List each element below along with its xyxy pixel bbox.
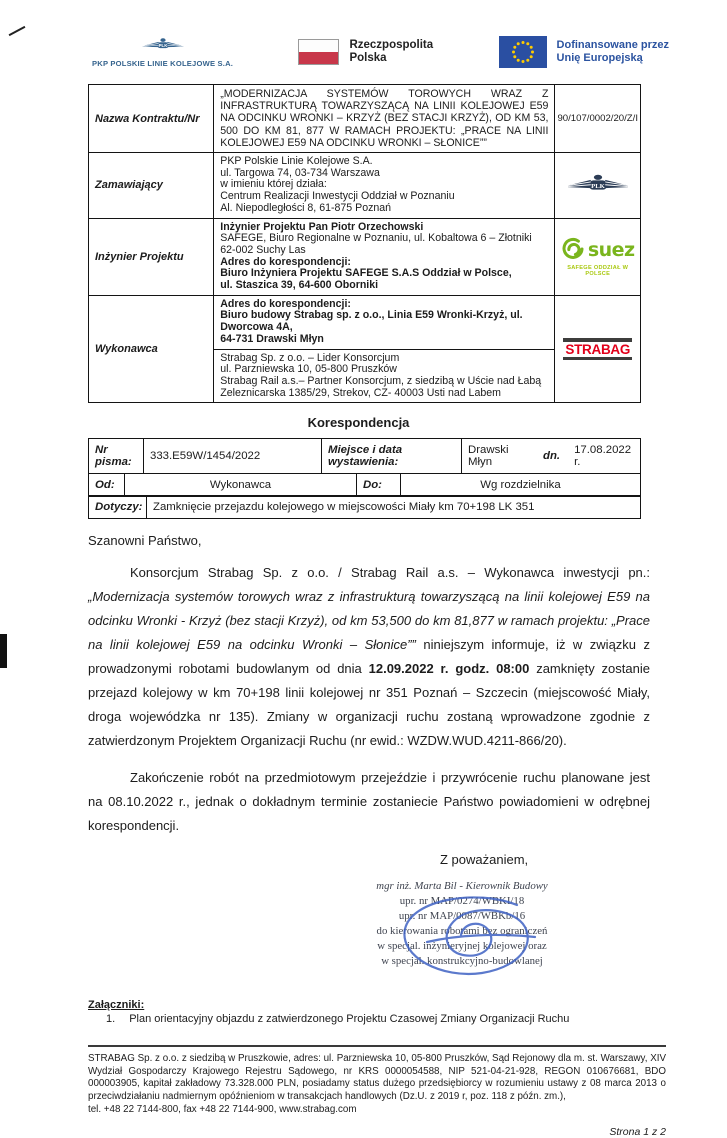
scan-artifact-edge — [0, 634, 7, 668]
pkp-logo — [92, 37, 233, 68]
strabag-wordmark: STRABAG — [565, 341, 631, 357]
subject-value: Zamknięcie przejazdu kolejowego w miejscowości Miały km 70+198 LK 351 — [153, 501, 535, 514]
poland-logo — [298, 39, 433, 66]
attachments-heading: Załączniki: — [88, 999, 145, 1012]
footer-divider — [88, 1045, 666, 1047]
dn-label: dn. — [543, 450, 561, 463]
place-date-value — [462, 439, 640, 473]
eu-flag-icon — [499, 36, 547, 68]
table-row — [88, 473, 641, 497]
contractor-consortium-details: Strabag Sp. z o.o. – Lider Konsorcjum ul. Parzniewska 10, 05-800 Pruszków Strabag Rail a.s.– Partner Konsorcjum, z siedzibą w Uście nad Łabą Zeleznicarska 1385/29, Strekov, CZ- 40003 Usti nad Labem — [214, 349, 555, 403]
contract-name-label: Nazwa Kontraktu/Nr — [89, 85, 214, 153]
contractor-correspondence-address: Adres do korespondencji: Biuro budowy Strabag sp. z o.o., Linia E59 Wronki-Krzyż, ul. Dworcowa 4A, 64-731 Drawski Młyn — [214, 295, 555, 349]
client-value: PKP Polskie Linie Kolejowe S.A. ul. Targowa 74, 03-734 Warszawa w imieniu której działa: Centrum Realizacji Inwestycji Oddział w Poznaniu Al. Niepodległości 8, 61-875 Poznań — [214, 153, 555, 219]
contractor-label: Wykonawca — [89, 295, 214, 403]
to-label: Do: — [357, 474, 401, 496]
date-value: 17.08.2022 r. — [574, 444, 632, 469]
pkp-eagle-icon — [141, 39, 185, 56]
place-value: Drawski Młyn — [468, 444, 509, 469]
table-row — [89, 85, 641, 153]
stamp-scope-3: w specjal. konstrukcyjno-budowlanej — [381, 955, 543, 968]
attachment-text: Plan orientacyjny objazdu z zatwierdzonego Projektu Czasowej Zmiany Organizacji Ruchu — [129, 1013, 570, 1026]
stamp-license-1: upr. nr MAP/0274/WBKI/18 — [399, 895, 525, 908]
subject-label: Dotyczy: — [89, 496, 147, 518]
to-value: Wg rozdzielnika — [480, 478, 561, 491]
paragraph-2: Zakończenie robót na przedmiotowym przejeździe i przywrócenie ruchu planowane jest na 08.10.2022 r., jednak o dokładnym terminie zostaniecie Państwo powiadomieni w odrębnej korespondencji. — [88, 770, 650, 834]
engineer-label: Inżynier Projektu — [89, 218, 214, 295]
table-row — [88, 438, 641, 474]
suez-subtext: SAFEGE ODDZIAŁ W POLSCE — [567, 264, 629, 277]
contract-number: 90/107/0002/20/Z/I — [555, 85, 641, 153]
pkp-company-name: PKP POLSKIE LINIE KOLEJOWE S.A. — [92, 58, 234, 68]
table-row — [88, 495, 641, 519]
correspondence-table — [88, 438, 641, 519]
page-number: Strona 1 z 2 — [609, 1126, 666, 1138]
paragraph-1: Konsorcjum Strabag Sp. z o.o. / Strabag Rail a.s. – Wykonawca inwestycji pn.: „Modernizacja systemów torowych wraz z infrastrukturą towarzyszącą na linii kolejowej E59 na odcinku Wronki - Krzyż (bez stacji Krzyż), od km 53,500 do km 81,877 w ramach projektu: „Prace na linii kolejowej E59 na odcinku Wronki – Słonice”” niniejszym informuje, iż w związku z prowadzonymi robotami budowlanym od dnia 12.09.2022 r. godz. 08:00 zamknięty zostanie przejazd kolejowy w km 70+198 linii kolejowej nr 351 Poznań – Szczecin (miejscowość Miały, droga wojewódzka nr 135). Zmiany w organizacji ruchu zostaną wprowadzone zgodnie z zatwierdzonym Projektem Organizacji Ruchu (nr ewid.: WZDW.WUD.4211-866/20). — [88, 565, 651, 749]
place-date-label: Miejsce i data wystawienia: — [322, 439, 462, 473]
plk-eagle-icon — [555, 153, 641, 219]
salutation: Szanowni Państwo, — [88, 533, 202, 549]
suez-swirl-icon — [561, 237, 585, 264]
letter-body — [88, 533, 650, 867]
closing-phrase: Z poważaniem, — [440, 852, 529, 868]
poland-label: Rzeczpospolita Polska — [349, 38, 434, 64]
footer-legal-text: STRABAG Sp. z o.o. z siedzibą w Pruszkowie, adres: ul. Parzniewska 10, 05-800 Pruszków, Sąd Rejonowy dla m. st. Warszawy, XIV Wydział Gospodarczy Krajowego Rejestru Sądowego, nr KRS 0000054588, NIP 521-04-21-928, REGON 010676681, BDO 000003905, kapitał zakładowy 73.328.000 PLN, posiadamy status dużego przedsiębiorcy w rozumieniu ustawy z 08 marca 2013 o przeciwdziałaniu nadmiernym opóźnieniom w transakcjach handlowych (Dz.U. z 2019 r, poz. 118 z późn. zm.), tel. +48 22 7144-800, fax +48 22 7144-900, www.strabag.com — [88, 1053, 666, 1115]
correspondence-heading: Korespondencja — [307, 415, 410, 431]
attachment-item — [88, 1013, 727, 1025]
eu-funding-logo — [499, 36, 669, 68]
contract-name-value: „MODERNIZACJA SYSTEMÓW TOROWYCH WRAZ Z INFRASTRUKTURĄ TOWARZYSZĄCĄ NA LINII KOLEJOWEJ E59 NA ODCINKU WRONKI – KRZYŻ (BEZ STACJI KRZYŻ), OD KM 53, 500 DO KM 81, 877 W RAMACH PROJEKTU: „PRACE NA LINII KOLEJOWEJ E59 NA ODCINKU WRONKI – SŁONICE”” — [214, 85, 555, 153]
client-label: Zamawiający — [89, 153, 214, 219]
from-label: Od: — [89, 474, 125, 496]
table-row — [89, 218, 641, 295]
signature-stamp — [312, 879, 612, 969]
strabag-logo — [555, 295, 641, 403]
eu-funding-label: Dofinansowane przez Unię Europejską — [556, 38, 669, 64]
suez-logo — [555, 218, 641, 295]
svg-text:PLK: PLK — [590, 182, 605, 190]
contract-table — [88, 84, 641, 403]
attachments-section — [88, 999, 727, 1025]
stamp-scope-2: w specjal. inżynieryjnej kolejowej oraz — [377, 940, 547, 953]
stamp-scope-1: do kierowania robotami bez ograniczeń — [376, 925, 548, 938]
poland-flag-icon — [298, 39, 339, 65]
svg-text:PLK: PLK — [158, 42, 167, 48]
stamp-name-line: mgr inż. Marta Bil - Kierownik Budowy — [376, 880, 548, 893]
footer-contact-line: tel. +48 22 7144-800, fax +48 22 7144-900, www.strabag.com — [88, 1103, 357, 1115]
engineer-value: Inżynier Projektu Pan Piotr Orzechowski SAFEGE, Biuro Regionalne w Poznaniu, ul. Kobaltowa 6 – Złotniki 62-002 Suchy Las Adres do korespondencji: Biuro Inżyniera Projektu SAFEGE S.A.S Oddział w Polsce, ul. Staszica 39, 64-600 Oborniki — [214, 218, 555, 295]
document-page — [0, 26, 727, 1138]
letter-number-label: Nr pisma: — [89, 439, 144, 473]
suez-wordmark: suez — [587, 239, 635, 262]
table-row — [89, 153, 641, 219]
attachment-number: 1. — [106, 1013, 116, 1026]
stamp-license-2: upr. nr MAP/0087/WBKb/16 — [398, 910, 526, 923]
letter-number-value: 333.E59W/1454/2022 — [144, 439, 322, 473]
scan-artifact-corner — [9, 26, 26, 36]
table-row — [89, 295, 641, 349]
from-value: Wykonawca — [125, 474, 357, 496]
header-logos — [92, 26, 669, 78]
